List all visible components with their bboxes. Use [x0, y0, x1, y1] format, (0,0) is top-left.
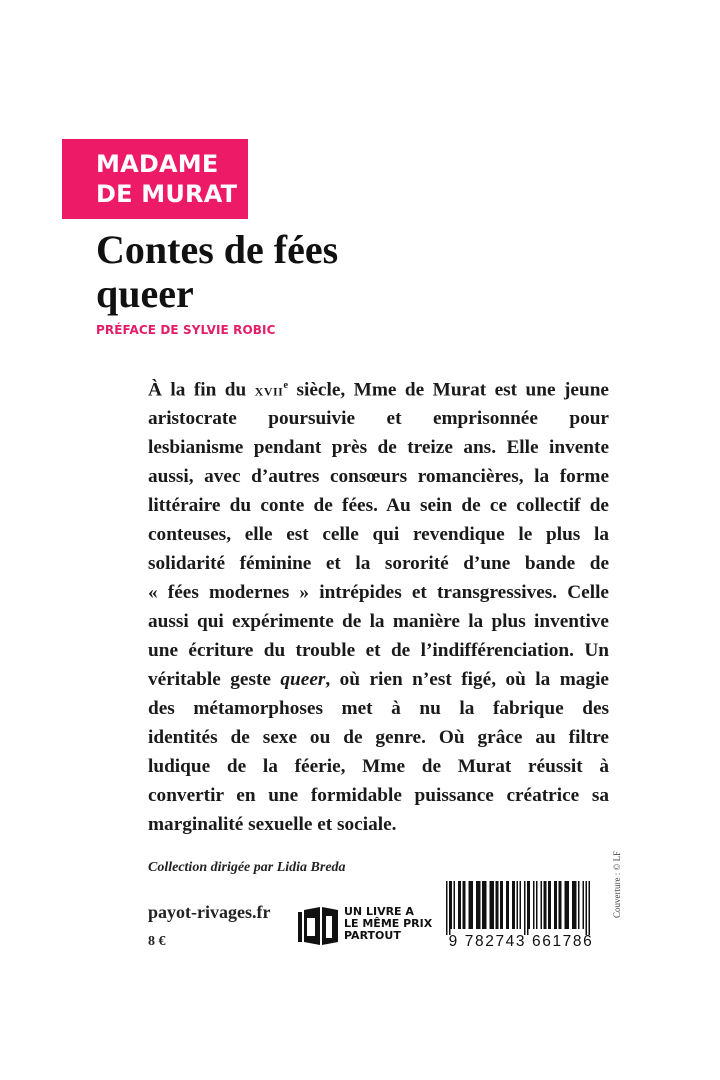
blurb-line: identités de sexe ou de genre. Où grâce au filtre [148, 727, 609, 749]
blurb-line: À la fin du xvii$^e$ siècle, Mme de Murat est une jeune [148, 379, 609, 401]
blurb-line: « fées modernes » intrépides et transgressives. Celle [148, 582, 609, 604]
isbn-barcode [432, 881, 612, 955]
barcode-bar [544, 881, 547, 929]
barcode-bar [565, 881, 570, 929]
barcode-bar [554, 881, 557, 929]
barcode-bar [583, 881, 585, 929]
blurb-line: littéraire du conte de fées. Au sein de ce collectif de [148, 495, 609, 517]
blurb-line: une écriture du trouble et de l’indifférenciation. Un [148, 640, 609, 662]
author-line-2: DE MURAT [96, 180, 238, 208]
barcode-bar [446, 881, 448, 935]
queer-italic: queer [280, 669, 326, 691]
blurb-line: lesbianisme pendant près de treize ans. Elle invente [148, 437, 609, 459]
blurb [148, 371, 609, 839]
barcode-bar [520, 881, 522, 929]
barcode-bar [517, 881, 519, 929]
barcode-bar [536, 881, 538, 929]
barcode-bar [490, 881, 495, 929]
publisher-website: payot-rivages.fr [148, 902, 271, 922]
blurb-line: convertir en une formidable puissance créatrice sa [148, 785, 609, 807]
blurb-line: aristocrate poursuivie et emprisonnée pour [148, 408, 609, 430]
blurb-line: solidarité féminine et la sororité d’une bande de [148, 553, 609, 575]
barcode-bar [496, 881, 499, 929]
barcode-bar [469, 881, 474, 929]
blurb-line: aussi qui expérimente de la manière la plus inventive [148, 611, 609, 633]
title-line-1: Contes de fées [96, 227, 339, 272]
barcode-bar [454, 881, 456, 929]
century-numeral: xvii [254, 379, 284, 400]
barcode-bar [500, 881, 503, 929]
price: 8 € [148, 934, 166, 949]
fixed-price-label: UN LIVRE A LE MÊME PRIX PARTOUT [344, 905, 433, 942]
barcode-bar [586, 881, 588, 935]
barcode-bar [533, 881, 535, 929]
barcode-bar [463, 881, 466, 929]
barcode-bar [512, 881, 515, 929]
blurb-line: ludique de la féerie, Mme de Murat réussit à [148, 756, 609, 778]
barcode-bar [506, 881, 509, 929]
blurb-line: conteuses, elle est celle qui revendique le plus la [148, 524, 609, 546]
blurb-line: des métamorphoses met à nu la fabrique des [148, 698, 609, 720]
barcode-bar [559, 881, 562, 929]
barcode-bar [451, 881, 453, 929]
barcode-bar [476, 881, 481, 929]
century-superscript: e [283, 380, 289, 391]
blurb-line: véritable geste queer, où rien n’est figé, où la magie [148, 669, 609, 691]
preface-credit: PRÉFACE DE SYLVIE ROBIC [96, 323, 276, 337]
collection-editor: Collection dirigée par Lidia Breda [148, 860, 346, 875]
barcode-bar [589, 881, 591, 935]
barcode-bars [432, 881, 612, 935]
author-line-1: MADAME [96, 150, 219, 178]
barcode-bar [449, 881, 451, 935]
author-band [62, 139, 248, 219]
book-title [96, 228, 338, 316]
barcode-bar [572, 881, 577, 929]
barcode-bar [482, 881, 487, 929]
book-price-icon [298, 906, 340, 946]
barcode-bar [524, 881, 526, 935]
barcode-bar [548, 881, 551, 929]
barcode-bar [527, 881, 529, 935]
barcode-bar [578, 881, 580, 929]
blurb-line: aussi, avec d’autres consœurs romancières, la forme [148, 466, 609, 488]
barcode-bar [529, 881, 531, 929]
cover-credit: Couverture : © LF [612, 850, 622, 918]
barcode-bar [458, 881, 461, 929]
blurb-line: marginalité sexuelle et sociale. [148, 814, 397, 836]
title-line-2: queer [96, 271, 194, 316]
barcode-bar [541, 881, 543, 929]
isbn-digits: 9 782743 661786 [448, 933, 594, 950]
